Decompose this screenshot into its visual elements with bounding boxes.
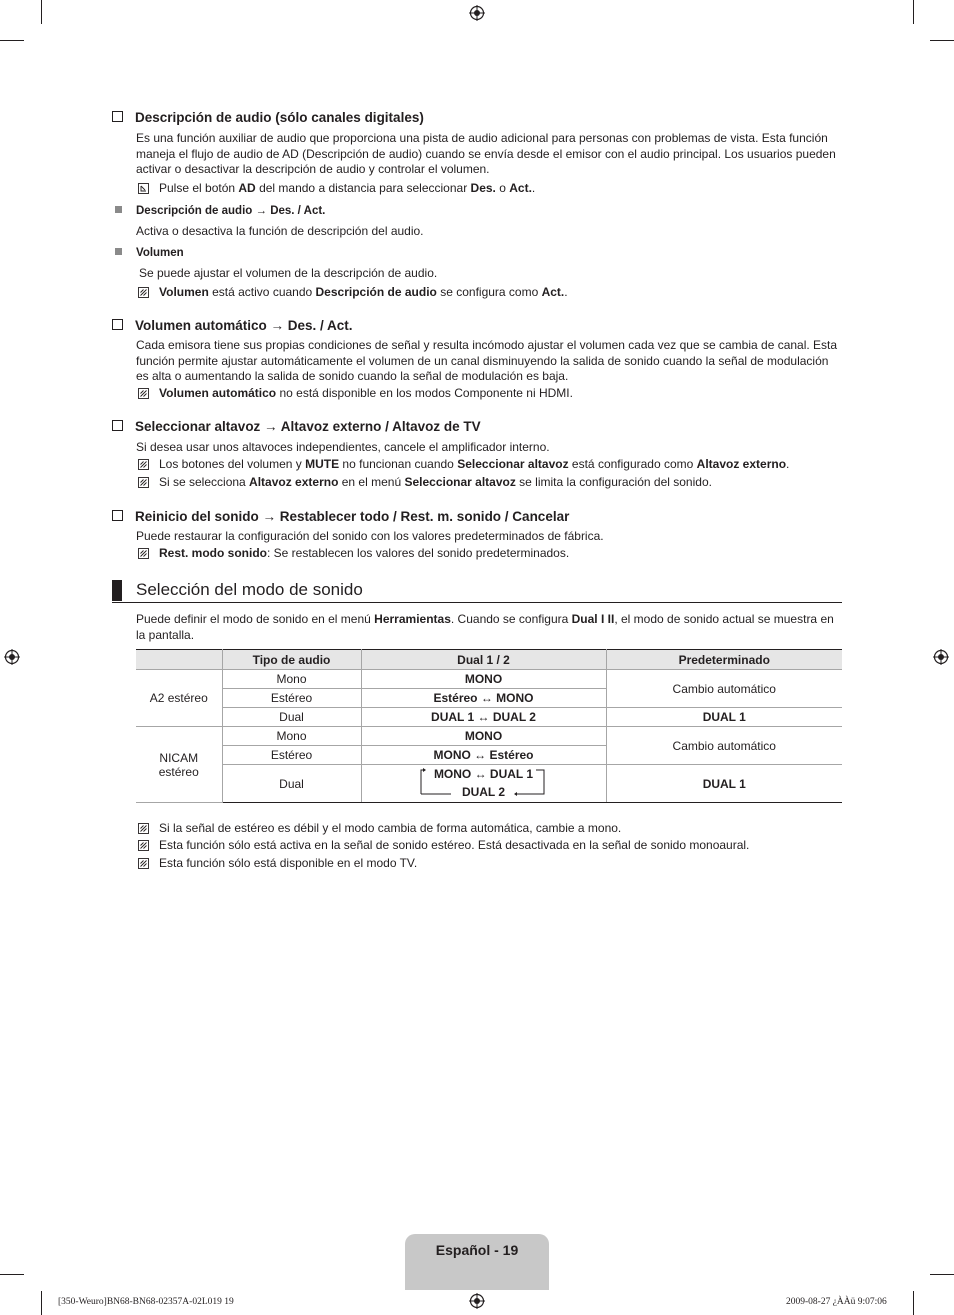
- page-number: Español - 19: [435, 1242, 519, 1258]
- subsection-title-volume: Volumen: [115, 247, 184, 259]
- note-auto-volume: Volumen automático no está disponible en los modos Componente ni HDMI.: [138, 386, 573, 400]
- note-stereo-only: Esta función sólo está activa en la señal de sonido estéreo. Está desactivada en la señal de sonido monoaural.: [138, 838, 749, 852]
- print-slug-right: 2009-08-27 ¿ÀÀü 9:07:06: [786, 1297, 887, 1307]
- section-title-speaker: Seleccionar altavoz → Altavoz externo / Altavoz de TV: [112, 419, 481, 434]
- section-title-sound-reset: Reinicio del sonido → Restablecer todo / Rest. m. sonido / Cancelar: [112, 509, 569, 524]
- note-speaker-volume: Los botones del volumen y MUTE no funcionan cuando Seleccionar altavoz está configurado como Altavoz externo.: [138, 457, 789, 471]
- subsection-title-ad-toggle: Descripción de audio → Des. / Act.: [115, 205, 325, 217]
- auto-volume-body: Cada emisora tiene sus propias condiciones de señal y resulta incómodo ajustar el volumen cada vez que se cambia de canal. Esta función permite ajustar automáticamente el volumen de un canal disminuyendo la salida de sonido cuando la señal de modulación es alta o aumentando la salida de sonido cuando la señal de modulación es baja.: [136, 338, 838, 383]
- print-slug-left: [350-Weuro]BN68-BN68-02357A-02L019 19: [58, 1297, 234, 1307]
- note-icon: [138, 548, 149, 559]
- table-row: Estéreo MONO ↔ Estéreo: [136, 746, 842, 765]
- dual-cycle-cell: MONO ↔ DUAL 1 DUAL 2: [361, 765, 606, 803]
- a2-stereo-label: A2 estéreo: [136, 670, 222, 727]
- ad-toggle-body: Activa o desactiva la función de descripción del audio.: [136, 224, 424, 238]
- registration-mark-icon: [469, 5, 485, 21]
- table-row: Dual MONO ↔ DUAL 1 DUAL 2 DUAL 1: [136, 765, 842, 803]
- section-title-audio-description: Descripción de audio (sólo canales digitales): [112, 110, 424, 125]
- checkbox-bullet-icon: [112, 319, 123, 330]
- remote-note-icon: [138, 183, 149, 194]
- note-ad-button: Pulse el botón AD del mando a distancia para seleccionar Des. o Act..: [138, 181, 535, 195]
- sound-mode-heading: [112, 578, 842, 603]
- crop-mark: [913, 1291, 914, 1315]
- note-stereo-weak: Si la señal de estéreo es débil y el modo cambia de forma automática, cambie a mono.: [138, 821, 621, 835]
- note-icon: [138, 287, 149, 298]
- note-tv-only: Esta función sólo está disponible en el modo TV.: [138, 856, 417, 870]
- note-icon: [138, 858, 149, 869]
- checkbox-bullet-icon: [112, 111, 123, 122]
- sound-mode-title: Selección del modo de sonido: [136, 580, 363, 599]
- table-row: Dual DUAL 1 ↔ DUAL 2 DUAL 1: [136, 708, 842, 727]
- note-volume-active: Volumen está activo cuando Descripción de audio se configura como Act..: [138, 285, 568, 299]
- table-header-row: Tipo de audio Dual 1 / 2 Predeterminado: [136, 650, 842, 670]
- checkbox-bullet-icon: [112, 420, 123, 431]
- crop-mark: [41, 0, 42, 24]
- sound-mode-intro: Puede definir el modo de sonido en el menú Herramientas. Cuando se configura Dual I II, el modo de sonido actual se muestra en la pantalla.: [136, 612, 834, 642]
- registration-mark-icon: [933, 649, 949, 665]
- nicam-stereo-label: NICAM estéreo: [136, 727, 222, 803]
- section-title-auto-volume: Volumen automático → Des. / Act.: [112, 318, 353, 333]
- table-row: Estéreo Estéreo ↔ MONO: [136, 689, 842, 708]
- crop-mark: [0, 40, 24, 41]
- registration-mark-icon: [469, 1293, 485, 1309]
- crop-mark: [41, 1291, 42, 1315]
- sound-mode-table: [136, 649, 842, 803]
- checkbox-bullet-icon: [112, 510, 123, 521]
- table-row: A2 estéreo Mono MONO Cambio automático: [136, 670, 842, 689]
- registration-mark-icon: [4, 649, 20, 665]
- note-speaker-external: Si se selecciona Altavoz externo en el menú Seleccionar altavoz se limita la configuración del sonido.: [138, 475, 712, 489]
- page-number-tab: [405, 1234, 549, 1290]
- volume-body: Se puede ajustar el volumen de la descripción de audio.: [139, 266, 438, 280]
- audio-description-body: Es una función auxiliar de audio que proporciona una pista de audio adicional para personas con problemas de vista. Esta función maneja el flujo de audio de AD (Descripción de audio) cuando se envía desde el emisor con el audio principal. Los usuarios pueden activar o desactivar la descripción de audio y controlar el volumen.: [136, 131, 836, 176]
- sound-reset-body: Puede restaurar la configuración del sonido con los valores predeterminados de fábrica.: [136, 529, 604, 543]
- square-bullet-icon: [115, 248, 122, 255]
- square-bullet-icon: [115, 206, 122, 213]
- crop-mark: [930, 40, 954, 41]
- speaker-body: Si desea usar unos altavoces independientes, cancele el amplificador interno.: [136, 440, 550, 454]
- crop-mark: [930, 1274, 954, 1275]
- table-row: NICAM estéreo Mono MONO Cambio automático: [136, 727, 842, 746]
- note-icon: [138, 840, 149, 851]
- note-icon: [138, 459, 149, 470]
- heading-bar: [112, 580, 122, 601]
- crop-mark: [0, 1274, 24, 1275]
- crop-mark: [913, 0, 914, 24]
- note-sound-reset: Rest. modo sonido: Se restablecen los valores del sonido predeterminados.: [138, 546, 569, 560]
- cycle-arrow-icon: [419, 766, 549, 802]
- note-icon: [138, 823, 149, 834]
- note-icon: [138, 477, 149, 488]
- note-icon: [138, 388, 149, 399]
